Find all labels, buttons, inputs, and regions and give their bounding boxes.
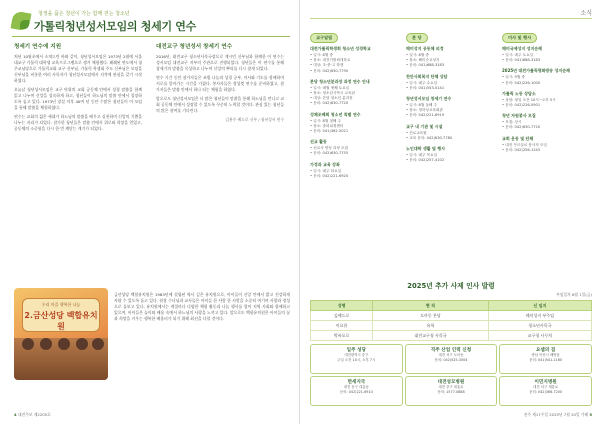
children-illustration: [14, 338, 108, 380]
notice-date: 부임일자 8월 1일(금): [556, 292, 592, 297]
notice-column-1: [310, 24, 402, 184]
table-cell: 도마동 본당: [373, 311, 489, 321]
column-1-heading: 청세기 연수에 지원: [14, 44, 62, 50]
notice-line: • 일시: 8월 첫째 주: [310, 118, 342, 123]
page-number: 5: [589, 412, 592, 417]
box-title: 입주 성당: [346, 348, 366, 353]
institution-box: [310, 376, 403, 406]
notice-item: [502, 91, 594, 108]
notice-line: • 일시: 8월 중: [406, 53, 429, 57]
notice-item: [502, 46, 594, 63]
notice-line: • 문의: 042)630-7790: [310, 68, 349, 73]
notice-line: • 일시: 8월 둘째 주: [406, 103, 438, 108]
notice-line: • 상담: 평일 오전 10시~오후 5시: [502, 97, 556, 102]
table-row: [311, 321, 592, 331]
notice-title: 노인대학 생활 및 행사: [406, 146, 445, 152]
notice-title: 가톨릭 노동 상담소: [502, 90, 536, 96]
photo-badge: [22, 298, 100, 332]
box-line: 주일 오전 10시, 오후 7시: [337, 357, 376, 362]
section-divider: [310, 18, 592, 19]
table-cell: 대전교구청 사목국: [373, 331, 489, 341]
box-line: 문의: 1577-0888: [437, 389, 465, 394]
category-pill: 교구알림: [310, 33, 338, 43]
notice-title: 성체조배회 청소년 특별 연수: [310, 111, 361, 117]
box-title: 요셉의 집: [535, 348, 556, 353]
notice-title: 2025년 대전가톨릭평화방송 성지순례: [502, 68, 571, 74]
notice-title: 대전가톨릭학생회 청소년 성경학교: [310, 46, 371, 51]
notice-title: 본당 청소년분과장 과정 연수 안내: [310, 78, 370, 84]
table-header: 성명: [311, 301, 373, 311]
paragraph: 연수는 교회의 젊은 세대가 하느님의 말씀을 배우고 실천하며 신앙의 기쁨을 나누는 자리가 되었다. 참가한 청년들은 말씀 안에서 위로와 희망을 얻었고, 공동체의 소중함을 다시 한 번 깨닫는 계기가 되었다.: [14, 114, 142, 131]
notice-column-3: [502, 24, 594, 158]
column-2-heading: 대전교구 청년성서 창세기 연수: [156, 44, 233, 50]
box-line: 문의: 041)541-1160: [529, 357, 563, 362]
notice-line: • 일시: 9월 중: [502, 75, 525, 80]
notice-line: • 장소: 솔뫼피정센터: [310, 123, 344, 128]
institution-box: [499, 344, 592, 374]
badge-title: 2.금산성당 백합유치원: [24, 311, 98, 331]
badge-subtitle: 우리 마을 행복한 나눔: [41, 302, 81, 307]
table-header-row: [311, 301, 592, 311]
notice-item: [310, 139, 402, 156]
notice-line: • 일시: 매주 토요일: [502, 53, 534, 57]
right-footer: [524, 412, 592, 418]
article-column-1: [14, 42, 142, 135]
institution-box: [499, 376, 592, 406]
category-pill: 미사 및 행사: [502, 33, 537, 43]
notice-line: • 대상: 초·중·고 학생: [310, 63, 344, 68]
appointment-table: [310, 300, 592, 341]
box-line: 대전 동구 대흥동: [343, 385, 369, 389]
kindergarten-story: 금산성당 백합유치원은 1983년에 설립된 역사 깊은 유치원으로, 아이들이 신앙 안에서 밝고 건강하게 자랄 수 있도록 돕고 있다. 원장 수녀님과 교사들은 아이들 한 사람 한 사람을 소중히 여기며 사랑과 정성으로 돌보고 있다. 유치원에서는 계절마다 다양한 체험 활동과 나눔 행사를 열어 지역 사회와 함께하고 있으며, 아이들은 놀이와 배움 속에서 하느님의 사랑을 느끼고 있다. 앞으로도 백합유치원은 아이들의 꿈과 희망을 키우는 행복한 배움터가 되기 위해 최선을 다할 것이다.: [114, 292, 290, 322]
notice-item: [406, 146, 498, 163]
table-header: 신 임지: [488, 301, 591, 311]
table-cell: 박바오로: [311, 331, 373, 341]
footer-text: 천주 제17주일 2025년 7월 20일 가해: [523, 412, 589, 417]
notice-item: [406, 74, 498, 91]
paragraph: 2016년, 대전교구 청소년사목국장으로 계시던 신부님과 함께한 이 연수는 성서모임 대전교구 지부의 주관으로 진행되었다. 청년들은 이 연수를 통해 창세기의 말씀을 묵상하고 나누며 신앙의 뿌리를 다시 찾게 되었다.: [156, 54, 284, 71]
notice-line: • 선교사 양성 과정 모집: [310, 146, 348, 151]
table-row: [311, 331, 592, 341]
box-line: 대전 서구 도마동: [438, 353, 464, 357]
box-line: 대전 중구 대흥로: [438, 385, 464, 389]
child-head-icon: [58, 338, 70, 350]
paragraph: 오늘날 청년성서모임은 교구 단위의 교회 공동체 안에서 성경 말씀을 함께 읽고 나누며 신앙을 성숙하게 하고, 청년들이 하느님의 말씀 안에서 성장하도록 돕고 있다. 1973년 창설 이후 40여 년 동안 수많은 청년들이 이 모임을 통해 말씀을 체험하였다.: [14, 87, 142, 110]
notice-item: [406, 124, 498, 141]
table-row: [311, 311, 592, 321]
title-divider: [12, 36, 290, 37]
notice-line: • 일시: 매주 목요일: [406, 153, 438, 158]
box-line: 대전광역시 중구: [344, 353, 369, 357]
article-byline: 김용주 베드로 신부 / 청년성서 연수: [225, 117, 284, 122]
table-cell: 김베드로: [311, 311, 373, 321]
notice-column-2: [406, 24, 498, 168]
child-head-icon: [22, 338, 34, 350]
notice-item: [310, 46, 402, 74]
notice-line: • 문의: 042)630-7720: [502, 125, 541, 130]
article-title: 가톨릭청년성서모임의 청세기 연수: [34, 20, 196, 33]
priest-appointment-notice: [310, 280, 592, 341]
table-cell: 이요한: [311, 321, 373, 331]
notice-title: 청년 자원봉사 모집: [502, 113, 536, 119]
child-head-icon: [92, 338, 104, 350]
notice-title: 교구 내 기관 및 시설: [406, 123, 443, 129]
box-line: 문의: 042)525-3004: [434, 357, 468, 362]
notice-line: • 장소: 청소년사목국 교육관: [310, 91, 355, 96]
notice-line: • 진로교육원: [406, 130, 427, 135]
notice-line: • 문의: 041)688-3183: [502, 58, 541, 63]
notice-line: • 문의: 042)226-1000: [502, 80, 541, 85]
notice-title: 청년성서모임 창세기 연수: [406, 96, 452, 102]
child-head-icon: [76, 338, 88, 350]
notice-line: • 문의: 042)221-6919: [406, 113, 445, 118]
section-header: 소식: [580, 10, 592, 17]
notice-item: [310, 112, 402, 135]
notice-line: • 대전 꾸르실료 봉사자 모임: [502, 142, 547, 147]
notice-line: • 문의: 042)257-4102: [406, 158, 445, 163]
box-title: 대전성모병원: [437, 380, 465, 385]
kindergarten-photo: [14, 288, 108, 380]
notice-line: • 모집: 상시: [502, 120, 522, 125]
notice-item: [406, 46, 498, 69]
notice-title: 해미성지 공동체 피정: [406, 46, 444, 51]
article-tagline: 청정을 품은 청년이 가는 함께 걷는 청소년: [38, 11, 130, 17]
leaf-logo-small-icon: [20, 20, 29, 29]
table-header: 현 직: [373, 301, 489, 311]
notice-item: [406, 96, 498, 119]
category-pill: 본 당: [406, 33, 428, 43]
box-line: 문의: 042)221-6910: [339, 389, 373, 394]
box-line: 문의: 042)366-7200: [529, 389, 563, 394]
notice-title: 교회 운동 및 단체: [502, 135, 534, 141]
left-footer: [14, 412, 51, 418]
child-head-icon: [40, 338, 52, 350]
table-cell: 해미성지 부주임: [488, 311, 591, 321]
notice-line: • 문의: 041)553-0141: [406, 85, 445, 90]
table-cell: 유학: [373, 321, 489, 331]
notice-line: • 문의: 041)362-5021: [310, 129, 349, 134]
paragraph: 앞으로도 청년성서모임은 더 많은 청년들이 말씀을 통해 하느님을 만나고 교회 공동체 안에서 성장할 수 있도록 꾸준히 노력할 것이다. 관심 있는 청년들의 많은 참여를 기다린다.: [156, 96, 284, 113]
notice-item: [310, 162, 402, 179]
table-cell: 청소년사목국: [488, 321, 591, 331]
notice-item: [502, 136, 594, 153]
notice-heading: 2025년 추가 사제 인사 발령: [407, 282, 495, 290]
left-page: [0, 0, 298, 424]
box-line: 충남 아산시 배방읍: [531, 353, 560, 357]
box-title: 이민지병원: [534, 380, 557, 385]
notice-line: • 일시: 매월 셋째 토요일: [310, 85, 350, 90]
right-page: [302, 0, 600, 424]
notice-line: • 장소: 해미순교성지: [406, 58, 440, 63]
notice-line: • 장소: 대전가톨릭대학교: [310, 58, 351, 63]
notice-item: [310, 79, 402, 107]
table-cell: 교구청 사무처: [488, 331, 591, 341]
notice-line: • 장소: 정하상교육회관: [406, 108, 443, 113]
article-column-2: [156, 42, 284, 123]
institution-box: [310, 344, 403, 374]
notice-title: 해미국제성지 성지순례: [502, 46, 543, 51]
page-number: 4: [14, 412, 17, 417]
page-spine: [299, 0, 300, 424]
notice-line: • 교육 문의: 042)630-7780: [406, 135, 453, 140]
box-title: 직주 산업 인력 신청: [430, 348, 472, 353]
box-line: 대전 서구 계룡로: [533, 385, 559, 389]
notice-line: • 문의: 042)226-0901: [502, 103, 541, 108]
notice-line: • 대상: 본당 청소년 분과장: [310, 96, 353, 101]
notice-line: • 일시: 매주 화요일: [310, 168, 342, 173]
paragraph: 처년 10월초에서 소개드린 바와 같이, 청년성서모임은 1973년 2월에 서울대교구 가톨릭 대학생 교육프로그램으로 생겨 체험했다. 폐쇄된 연도에서 청주교님당으로 가톨릭교회 교구 신부님, 가톨릭 학생회 주도 신부님은 모임을 신부님을 비롯한 여러 사목자가 청년성서모임에서 지적에 관심을 갖기 시작하였다.: [14, 54, 142, 83]
box-title: 면세지국: [347, 380, 366, 385]
notice-item: [502, 113, 594, 130]
notice-title: 선교 활동: [310, 139, 327, 145]
notice-line: • 일시: 8월 중: [310, 53, 333, 57]
notice-line: • 일시: 매주 수요일: [406, 80, 438, 85]
notice-item: [502, 68, 594, 85]
institution-box: [405, 344, 498, 374]
notice-line: • 문의: 042)221-6920: [310, 173, 349, 178]
institution-box: [405, 376, 498, 406]
notice-title: 가정과 교육 강좌: [310, 161, 340, 167]
notice-title: 천안사회복지 단체 상담: [406, 73, 448, 79]
footer-text: 대전주보 제2205호: [17, 412, 51, 417]
notice-line: • 문의: 042)630-7755: [310, 151, 349, 156]
notice-line: • 문의: 041)688-3183: [406, 63, 445, 68]
notice-line: • 문의: 042)630-7720: [310, 101, 349, 106]
paragraph: 연수 기간 동안 참가자들은 조별 나눔과 성경 공부, 미사와 기도를 함께하며 서로를 알아가는 시간을 가졌다. 봉사자들은 정성껏 연수를 준비하였고, 참가자들은 말씀 안에서 하나 되는 체험을 하였다.: [156, 75, 284, 92]
notice-line: • 문의: 042)256-1245: [502, 147, 541, 152]
institution-boxes: [310, 344, 592, 406]
